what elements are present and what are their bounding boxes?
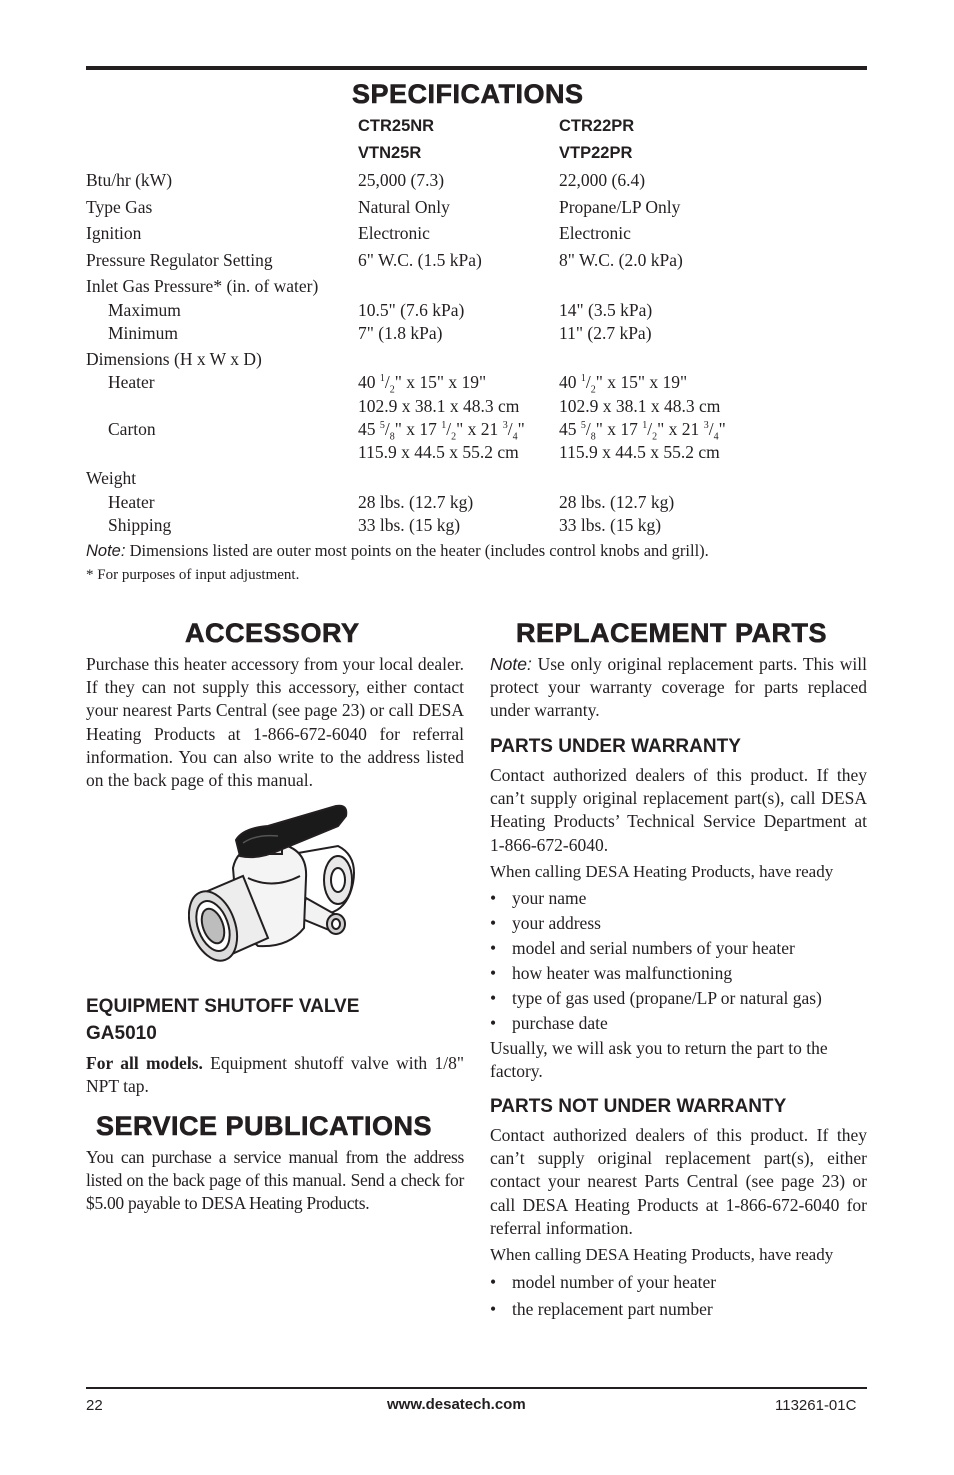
spec-value: 7" (1.8 kPa) (358, 323, 443, 343)
parts-not-under-warranty-body: Contact authorized dealers of this product. If they can’t supply original replacement part(s), either contact your nearest Parts Central (see page 23) or call DESA Heating Products at 1-866-672-6040 for referral information. (490, 1125, 867, 1238)
bottom-rule (86, 1387, 867, 1389)
list-item (490, 912, 867, 937)
spec-value: Propane/LP Only (559, 197, 681, 217)
spec-value: 11" (2.7 kPa) (559, 323, 652, 343)
spec-label: Inlet Gas Pressure* (in. of water) (86, 276, 319, 296)
list-item (490, 887, 867, 912)
replacement-note (490, 653, 867, 723)
model-ctr25nr: CTR25NR (358, 117, 435, 135)
spec-value: 6" W.C. (1.5 kPa) (358, 250, 482, 270)
list-item (490, 1298, 867, 1323)
spec-value-carton-imperial: 45 $^5/_8$" x 17 $^1/_2$" x 21 $^3/_4$" (358, 419, 525, 443)
shutoff-valve-illustration (188, 798, 360, 970)
spec-row-dimensions (86, 349, 867, 372)
list-item (490, 937, 867, 962)
valve-text: Equipment shutoff valve with 1/8" NPT tap. (86, 1053, 464, 1097)
list-item (490, 987, 867, 1012)
bullet: • (490, 938, 497, 958)
spec-row-carton-dim (86, 419, 867, 442)
spec-value-heater-imperial: 40 $^1/_2$" x 15" x 19" (358, 372, 487, 396)
specifications-title: SPECIFICATIONS (352, 79, 584, 109)
model-vtp22pr: VTP22PR (559, 144, 633, 162)
spec-value: 115.9 x 44.5 x 55.2 cm (358, 442, 519, 462)
parts-under-warranty-title: PARTS UNDER WARRANTY (490, 736, 741, 757)
spec-label: Ignition (86, 223, 142, 243)
spec-value: 22,000 (6.4) (559, 170, 646, 190)
parts-not-under-warranty-title: PARTS NOT UNDER WARRANTY (490, 1096, 787, 1117)
replacement-note-text: Use only original replacement parts. This will protect your warranty coverage for parts replaced under warranty. (490, 654, 867, 721)
spec-row-inlet (86, 276, 867, 299)
list-item-text: purchase date (512, 1013, 608, 1033)
spec-value: 33 lbs. (15 kg) (559, 515, 662, 535)
spec-value: 28 lbs. (12.7 kg) (358, 492, 474, 512)
spec-value: 10.5" (7.6 kPa) (358, 300, 465, 320)
spec-value: Electronic (559, 223, 631, 243)
spec-label: Minimum (108, 323, 179, 343)
spec-label: Pressure Regulator Setting (86, 250, 273, 270)
list-item (490, 1012, 867, 1037)
service-publications-title: SERVICE PUBLICATIONS (96, 1111, 433, 1141)
valve-title-line-1: EQUIPMENT SHUTOFF VALVE (86, 996, 360, 1017)
parts-under-warranty-list (490, 887, 867, 1037)
note-text: Dimensions listed are outer most points on the heater (includes control knobs and grill). (125, 541, 709, 560)
spec-label: Maximum (108, 300, 181, 320)
bullet: • (490, 988, 497, 1008)
bullet: • (490, 963, 497, 983)
spec-row-ignition (86, 223, 867, 246)
spec-label: Shipping (108, 515, 172, 535)
spec-label: Weight (86, 468, 137, 488)
top-rule (86, 66, 867, 70)
spec-value: 14" (3.5 kPa) (559, 300, 653, 320)
bullet: • (490, 1299, 497, 1319)
list-item-text: model number of your heater (512, 1272, 717, 1292)
parts-under-warranty-lead: When calling DESA Heating Products, have ready (490, 862, 834, 881)
spec-row-weight-shipping (86, 515, 867, 538)
spec-value-carton-imperial: 45 $^5/_8$" x 17 $^1/_2$" x 21 $^3/_4$" (559, 419, 726, 443)
accessory-title: ACCESSORY (185, 618, 360, 648)
model-vtn25r: VTN25R (358, 144, 422, 162)
spec-row-heater-metric (86, 396, 867, 419)
spec-row-weight-heater (86, 492, 867, 515)
spec-value: 25,000 (7.3) (358, 170, 445, 190)
model-row-2 (86, 144, 867, 167)
replacement-parts-title: REPLACEMENT PARTS (516, 618, 828, 648)
spec-row-carton-metric (86, 442, 867, 465)
spec-value: 28 lbs. (12.7 kg) (559, 492, 675, 512)
spec-value: 102.9 x 38.1 x 48.3 cm (358, 396, 520, 416)
valve-lead: For all models. (86, 1053, 203, 1073)
spec-value: 102.9 x 38.1 x 48.3 cm (559, 396, 721, 416)
list-item-text: how heater was malfunctioning (512, 963, 733, 983)
list-item-text: model and serial numbers of your heater (512, 938, 795, 958)
parts-under-warranty-body: Contact authorized dealers of this product. If they can’t supply original replacement part(s), call DESA Heating Products’ Technical Service Department at 1-866-672-6040. (490, 765, 867, 855)
spec-row-btu (86, 170, 867, 193)
model-ctr22pr: CTR22PR (559, 117, 635, 135)
model-row-1 (86, 117, 867, 140)
document-number: 113261-01C (775, 1397, 857, 1414)
spec-value-heater-imperial: 40 $^1/_2$" x 15" x 19" (559, 372, 688, 396)
list-item-text: the replacement part number (512, 1299, 713, 1319)
spec-footnote: * For purposes of input adjustment. (86, 567, 300, 583)
valve-description (86, 1052, 464, 1098)
spec-label: Carton (108, 419, 156, 439)
spec-value: Natural Only (358, 197, 450, 217)
spec-label: Heater (108, 372, 155, 392)
parts-not-under-warranty-list (490, 1271, 867, 1323)
spec-row-maximum (86, 300, 867, 323)
spec-note (86, 541, 867, 561)
bullet: • (490, 1013, 497, 1033)
page-number: 22 (86, 1397, 103, 1414)
bullet: • (490, 888, 497, 908)
spec-label: Type Gas (86, 197, 153, 217)
spec-value: 8" W.C. (2.0 kPa) (559, 250, 683, 270)
list-item-text: type of gas used (propane/LP or natural gas) (512, 988, 822, 1008)
spec-value: Electronic (358, 223, 430, 243)
parts-under-warranty-closing: Usually, we will ask you to return the part to the factory. (490, 1038, 828, 1082)
spec-label: Btu/hr (kW) (86, 170, 173, 190)
replacement-note-label: Note: (490, 654, 532, 674)
spec-row-regulator (86, 250, 867, 273)
bullet: • (490, 913, 497, 933)
website-link[interactable]: www.desatech.com (387, 1396, 526, 1413)
spec-label: Dimensions (H x W x D) (86, 349, 262, 369)
spec-row-heater-dim (86, 372, 867, 395)
list-item (490, 1271, 867, 1298)
list-item (490, 962, 867, 987)
spec-value: 115.9 x 44.5 x 55.2 cm (559, 442, 720, 462)
list-item-text: your address (512, 913, 601, 933)
bullet: • (490, 1272, 497, 1292)
service-publications-body: You can purchase a service manual from the address listed on the back page of this manual. Send a check for $5.00 payable to DESA Heating Products. (86, 1147, 464, 1214)
note-label: Note: (86, 542, 126, 560)
spec-row-gas (86, 197, 867, 220)
spec-label: Heater (108, 492, 155, 512)
valve-title-line-2: GA5010 (86, 1023, 157, 1044)
spec-row-minimum (86, 323, 867, 346)
spec-value: 33 lbs. (15 kg) (358, 515, 461, 535)
spec-row-weight (86, 468, 867, 491)
parts-not-under-warranty-lead: When calling DESA Heating Products, have ready (490, 1245, 834, 1264)
list-item-text: your name (512, 888, 587, 908)
accessory-body: Purchase this heater accessory from your local dealer. If they can not supply this accessory, either contact your nearest Parts Central (see page 23) or call DESA Heating Products at 1-866-672-6040 for referral information. You can also write to the address listed on the back page of this manual. (86, 654, 464, 791)
